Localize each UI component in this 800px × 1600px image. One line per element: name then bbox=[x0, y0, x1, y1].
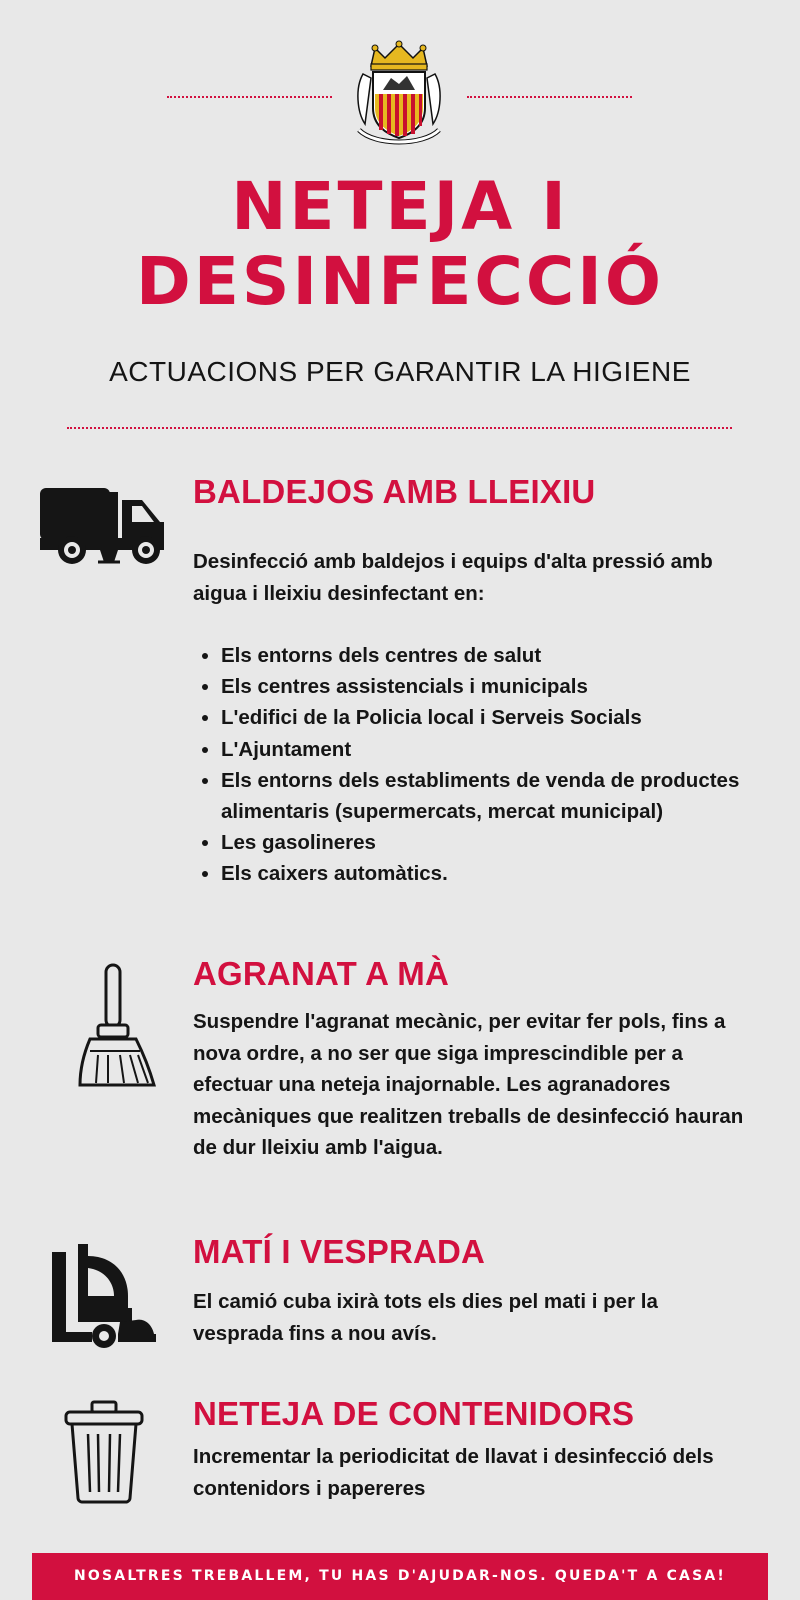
divider-top-right bbox=[467, 96, 632, 98]
section-text-mati: El camió cuba ixirà tots els dies pel mati i per la vesprada fins a nou avís. bbox=[193, 1290, 658, 1345]
section-heading-agranat: AGRANAT A MÀ bbox=[193, 955, 449, 992]
page-title-line1: NETEJA I bbox=[231, 168, 569, 245]
list-item: • Els caixers automàtics. bbox=[221, 858, 781, 889]
sweeper-machine-icon bbox=[48, 1238, 158, 1350]
list-item: • Els centres assistencials i municipals bbox=[221, 671, 781, 702]
locations-list bbox=[193, 640, 781, 890]
section-text-baldejos: Desinfecció amb baldejos i equips d'alta pressió amb aigua i lleixiu desinfectant en: bbox=[193, 550, 713, 605]
list-item: • Els entorns dels centres de salut bbox=[221, 640, 781, 671]
town-crest-icon bbox=[355, 38, 443, 148]
section-text-contenidors: Incrementar la periodicitat de llavat i desinfecció dels contenidors i papereres bbox=[193, 1445, 714, 1500]
section-heading-baldejos: BALDEJOS AMB LLEIXIU bbox=[193, 473, 596, 510]
list-item: • Els entorns dels establiments de venda de productes alimentaris (supermercats, mercat municipal) bbox=[221, 765, 781, 827]
section-text-agranat: Suspendre l'agranat mecànic, per evitar fer pols, fins a nova ordre, a no ser que siga imprescindible per a efectuar una neteja inajornable. Les agranadores mecàniques que realitzen treballs de desinfecció hauran de dur lleixiu amb l'aigua. bbox=[193, 1010, 744, 1159]
section-heading-contenidors: NETEJA DE CONTENIDORS bbox=[193, 1395, 635, 1432]
footer-banner: NOSALTRES TREBALLEM, TU HAS D'AJUDAR-NOS. QUEDA'T A CASA! bbox=[32, 1553, 768, 1600]
page-subtitle: ACTUACIONS PER GARANTIR LA HIGIENE bbox=[109, 356, 691, 387]
divider-main bbox=[67, 427, 732, 429]
street-cleaner-truck-icon bbox=[38, 478, 168, 570]
page-title-line2: DESINFECCIÓ bbox=[136, 243, 664, 320]
divider-top-left bbox=[167, 96, 332, 98]
list-item: • L'Ajuntament bbox=[221, 734, 781, 765]
list-item: • Les gasolineres bbox=[221, 827, 781, 858]
section-heading-mati: MATÍ I VESPRADA bbox=[193, 1233, 486, 1270]
broom-icon bbox=[76, 963, 158, 1089]
list-item: • L'edifici de la Policia local i Serveis Socials bbox=[221, 702, 781, 733]
trash-bin-icon bbox=[62, 1400, 146, 1504]
